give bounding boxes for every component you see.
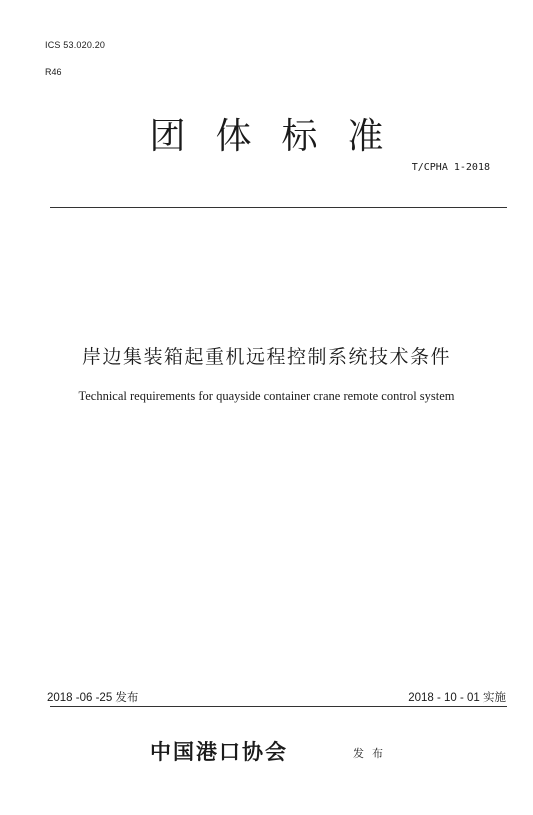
ccs-code: R46 [45,67,62,77]
standard-number: T/CPHA 1-2018 [411,162,490,173]
document-type-heading: 团体标准 [149,116,414,157]
bottom-divider [50,706,507,707]
publisher-name: 中国港口协会 [150,740,288,764]
chinese-title: 岸边集装箱起重机远程控制系统技术条件 [81,346,451,368]
ics-code: ICS 53.020.20 [45,40,106,50]
implement-date: 2018 - 10 - 01 实施 [408,692,506,704]
top-divider [50,207,507,208]
english-title: Technical requirements for quayside container crane remote control system [78,389,455,403]
publish-label: 发布 [353,747,391,760]
publish-date: 2018 -06 -25 发布 [47,692,139,704]
